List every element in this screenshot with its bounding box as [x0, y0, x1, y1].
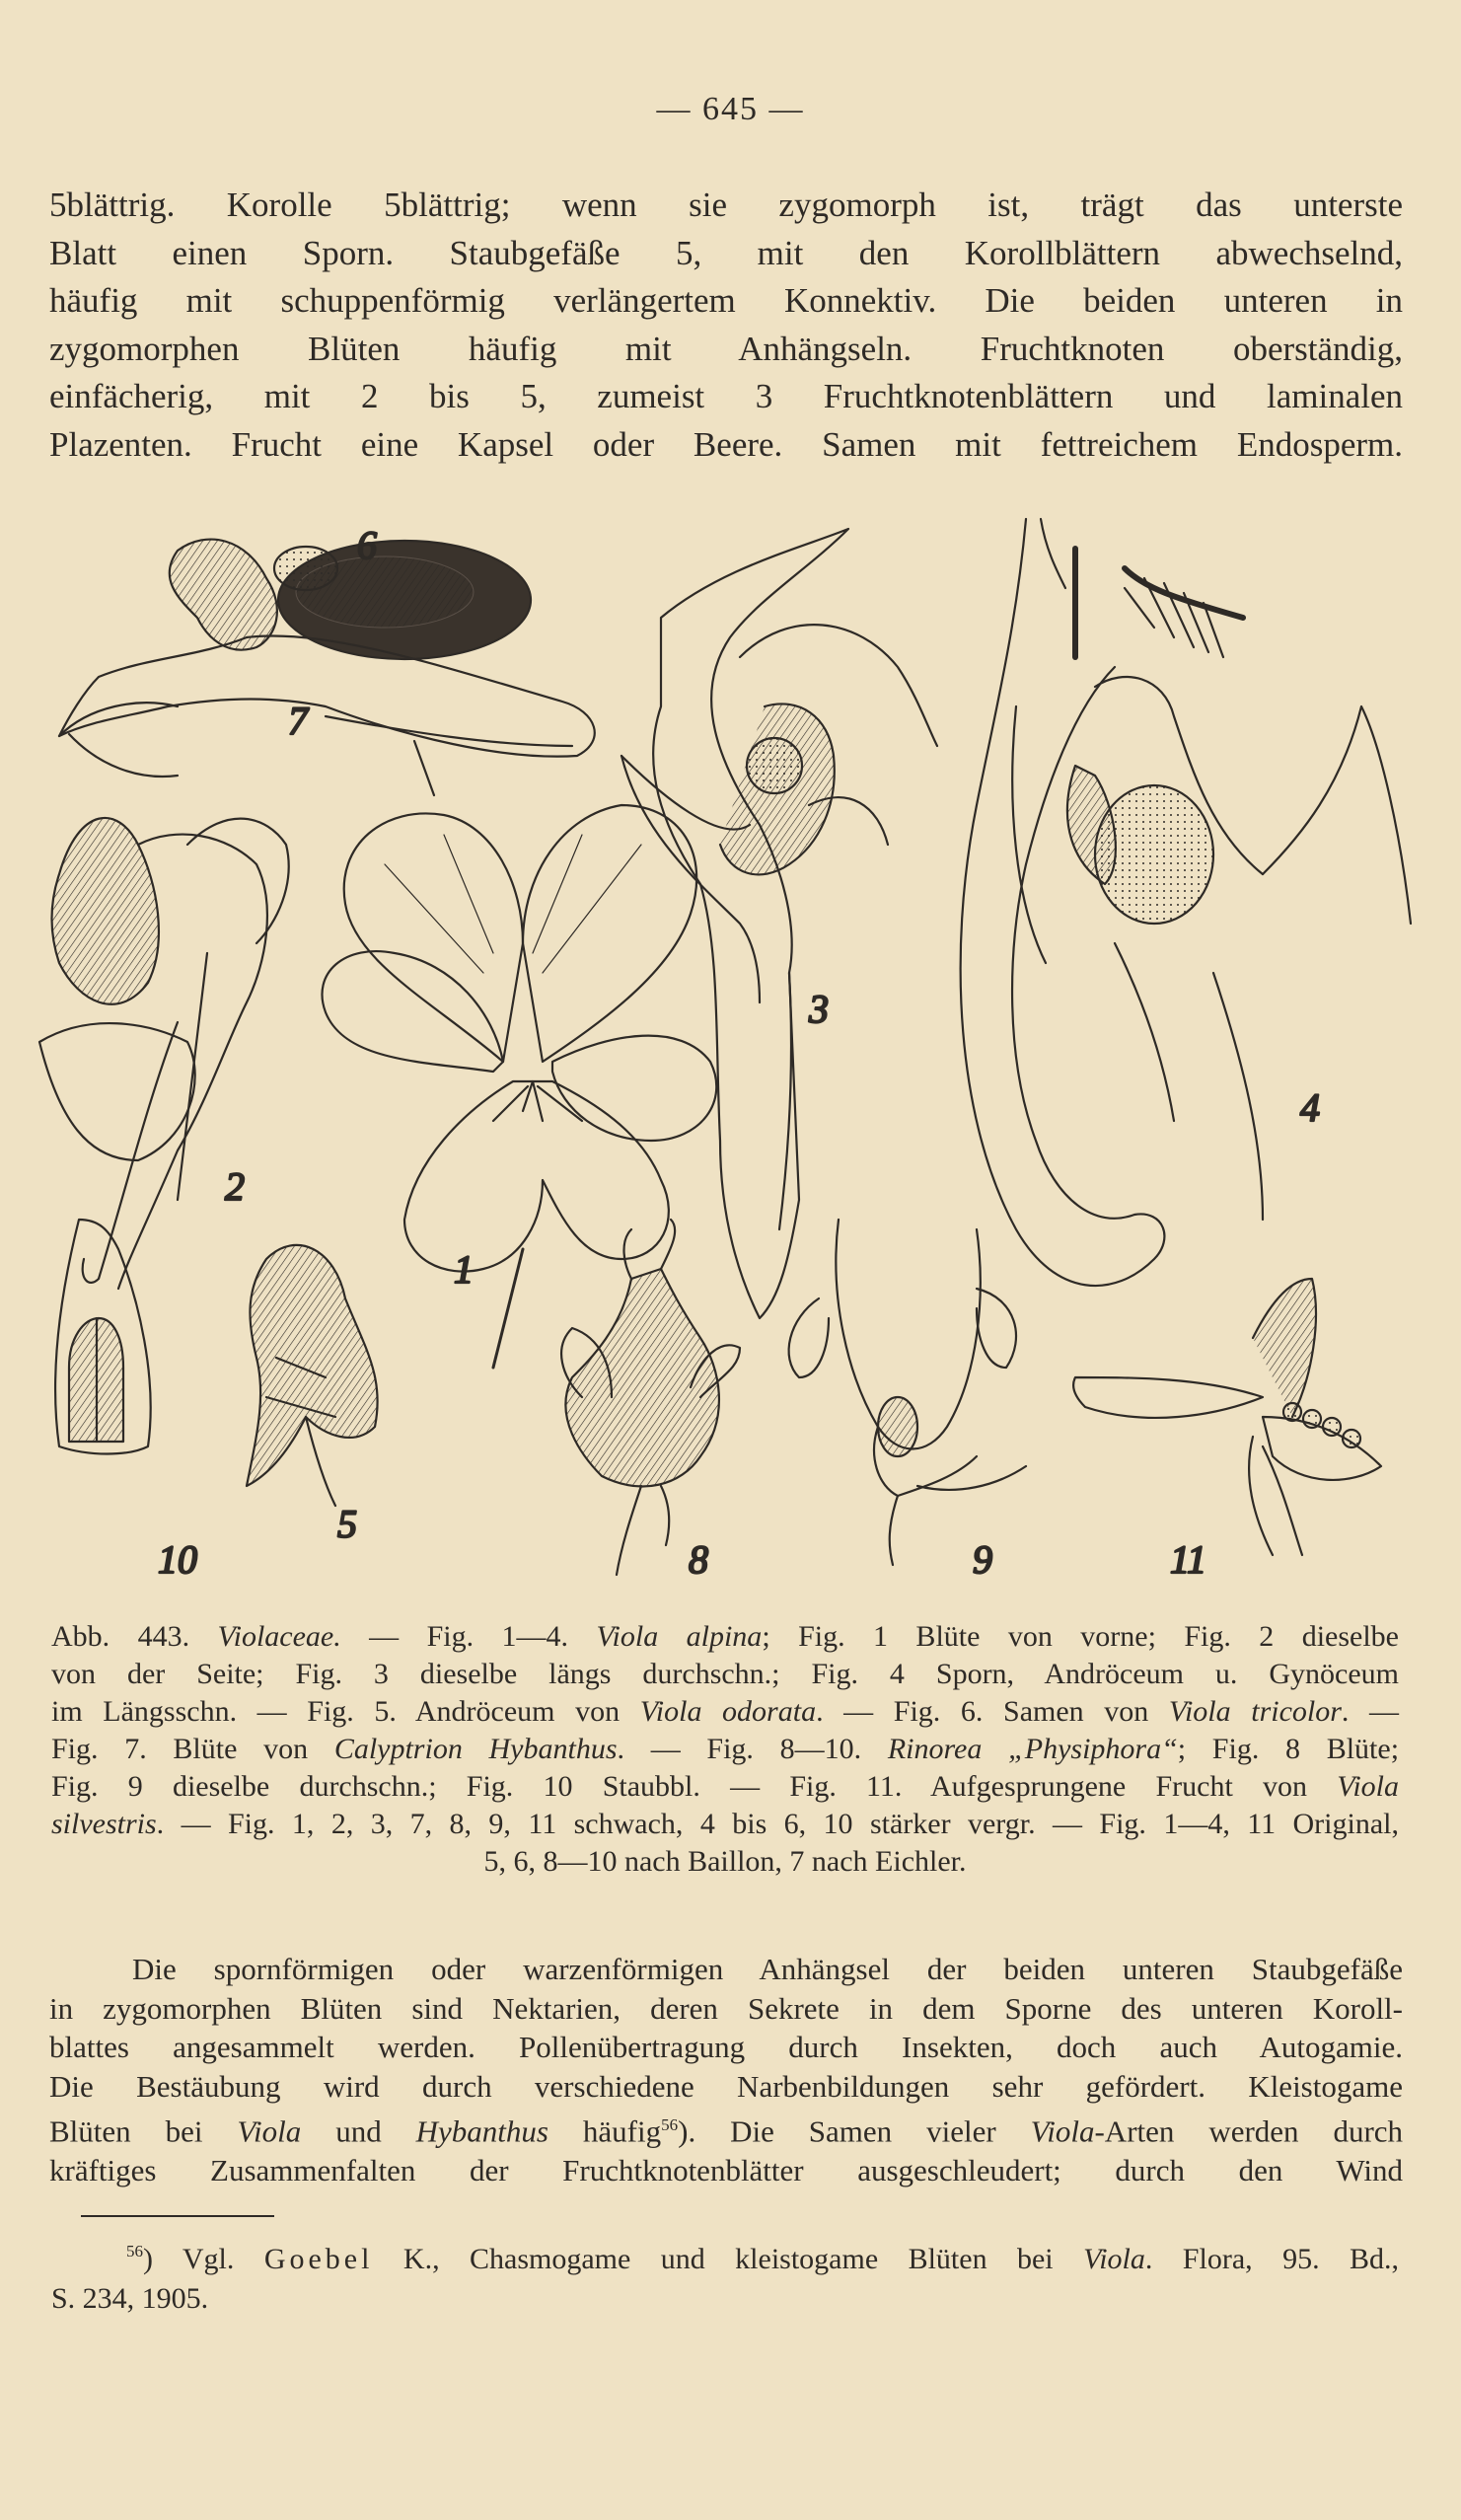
rinorea-section-drawing [789, 1220, 1026, 1565]
paragraph-pollination [49, 1950, 1403, 2189]
rinorea-stamen-drawing [55, 1220, 151, 1454]
text-segment: häufig [582, 2113, 662, 2149]
page-number: — 645 — [656, 91, 805, 127]
caption-text: — Fig. 1—4. [369, 1620, 569, 1653]
caption-line [51, 1618, 1399, 1656]
text-line: in zygomorphen Blüten sind Nektarien, deren Sekrete in dem Sporne des unteren Koroll- [49, 1990, 1403, 2026]
caption-family: Violaceae. [217, 1620, 341, 1653]
caption-text: . — Fig. 8—10. [617, 1733, 862, 1765]
caption-species: Calyptrion Hybanthus [333, 1733, 618, 1765]
caption-line [51, 1693, 1399, 1731]
text-line [49, 2106, 1403, 2151]
caption-figure-number: Abb. 443. [51, 1620, 190, 1653]
figure-label: 4 [1300, 1085, 1320, 1130]
viola-androeceum-drawing [247, 1245, 378, 1506]
text-line: blattes angesammelt werden. Pollenübertragung durch Insekten, doch auch Autogamie. [49, 2030, 1403, 2064]
text-segment: und [335, 2113, 382, 2149]
caption-species: silvestris [51, 1808, 157, 1840]
paragraph-description [49, 182, 1403, 469]
caption-text: . — Fig. 1, 2, 3, 7, 8, 9, 11 schwach, 4 bis 6, 10 stärker vergr. — Fig. 1—4, 11 Original, [156, 1808, 1399, 1840]
footnote-author: Goebel [263, 2243, 374, 2275]
figure-label: 11 [1170, 1537, 1207, 1582]
footnote-reference[interactable]: 56 [661, 2115, 679, 2134]
text-line: kräftiges Zusammenfalten der Fruchtknotenblätter ausgeschleudert; durch den Wind [49, 2152, 1403, 2187]
caption-text: Fig. 9 dieselbe durchschn.; Fig. 10 Staubbl. — Fig. 11. Aufgesprungene Frucht von [51, 1770, 1307, 1803]
caption-text: . — [1341, 1695, 1400, 1728]
viola-spur-drawing [961, 519, 1411, 1286]
caption-text: Fig. 7. Blüte von [51, 1733, 309, 1765]
caption-text: ; Fig. 1 Blüte von vorne; Fig. 2 dieselbe [762, 1620, 1399, 1653]
caption-species: Viola tricolor [1168, 1695, 1342, 1728]
text-line: Die spornförmigen oder warzenförmigen Anhängsel der beiden unteren Staubgefäße [132, 1952, 1403, 1986]
figure-label: 7 [288, 699, 308, 743]
genus-name: Viola [1083, 2243, 1145, 2275]
footnote-line: S. 234, 1905. [51, 2282, 209, 2315]
text-line: Die Bestäubung wird durch verschiedene Narbenbildungen sehr gefördert. Kleistogame [49, 2068, 1403, 2104]
caption-genus: „Physiphora“ [1008, 1733, 1178, 1765]
figure-label: 6 [357, 523, 377, 567]
caption-genus: Viola [1337, 1770, 1399, 1803]
genus-name: Viola [237, 2113, 302, 2149]
text-segment: ). Die Samen vieler [678, 2113, 996, 2149]
figure-label: 10 [158, 1537, 197, 1582]
viola-section-drawing [621, 529, 937, 1318]
caption-line: von der Seite; Fig. 3 dieselbe längs durchschn.; Fig. 4 Sporn, Andröceum u. Gynöceum [51, 1658, 1399, 1690]
figure-label: 3 [809, 987, 829, 1031]
figure-label: 2 [225, 1164, 245, 1209]
footnote-text: . Flora, 95. Bd., [1144, 2243, 1400, 2275]
genus-name: Viola [1030, 2113, 1095, 2149]
figure-caption [51, 1618, 1399, 1881]
rinorea-flower-drawing [561, 1220, 740, 1575]
text-line: häufig mit schuppenförmig verlängertem Konnektiv. Die beiden unteren in [49, 281, 1403, 320]
caption-text: . — Fig. 6. Samen von [816, 1695, 1149, 1728]
caption-species: Viola alpina [596, 1620, 763, 1653]
text-line: einfächerig, mit 2 bis 5, zumeist 3 Fruchtknotenblättern und laminalen [49, 377, 1403, 415]
caption-text: ; Fig. 8 Blüte; [1177, 1733, 1400, 1765]
viola-capsule-drawing [1073, 1279, 1381, 1555]
caption-line [51, 1806, 1399, 1843]
figure-label: 5 [337, 1502, 357, 1546]
caption-line [51, 1731, 1399, 1768]
footnote-divider [81, 2215, 274, 2217]
caption-genus: Rinorea [887, 1733, 983, 1765]
figure-label: 9 [973, 1537, 992, 1582]
text-line: Blatt einen Sporn. Staubgefäße 5, mit den Korollblättern abwechselnd, [49, 233, 1403, 272]
figure-label: 8 [689, 1537, 708, 1582]
figure-label: 1 [454, 1247, 474, 1292]
caption-line: 5, 6, 8—10 nach Baillon, 7 nach Eichler. [483, 1845, 967, 1878]
text-line: Plazenten. Frucht eine Kapsel oder Beere. Samen mit fettreichem Endosperm. [49, 424, 1403, 464]
footnote-line [51, 2232, 1399, 2279]
footnote-text: ) Vgl. [143, 2243, 235, 2275]
footnote-marker: 56 [126, 2242, 143, 2261]
caption-line [51, 1768, 1399, 1806]
viola-side-flower-drawing [39, 818, 289, 1289]
botanical-illustration [30, 509, 1430, 1602]
genus-name: Hybanthus [415, 2113, 548, 2149]
footnote [51, 2232, 1399, 2319]
caption-species: Viola odorata [639, 1695, 817, 1728]
text-line: zygomorphen Blüten häufig mit Anhängseln. Fruchtknoten oberständig, [49, 329, 1403, 368]
text-segment: -Arten werden durch [1094, 2113, 1404, 2149]
footnote-text: K., Chasmogame und kleistogame Blüten bei [402, 2243, 1054, 2275]
seed-drawing [274, 541, 531, 659]
text-line: 5blättrig. Korolle 5blättrig; wenn sie zygomorph ist, trägt das unterste [49, 185, 1403, 224]
text-segment: Blüten bei [49, 2113, 203, 2149]
caption-text: im Längsschn. — Fig. 5. Andröceum von [51, 1695, 621, 1728]
